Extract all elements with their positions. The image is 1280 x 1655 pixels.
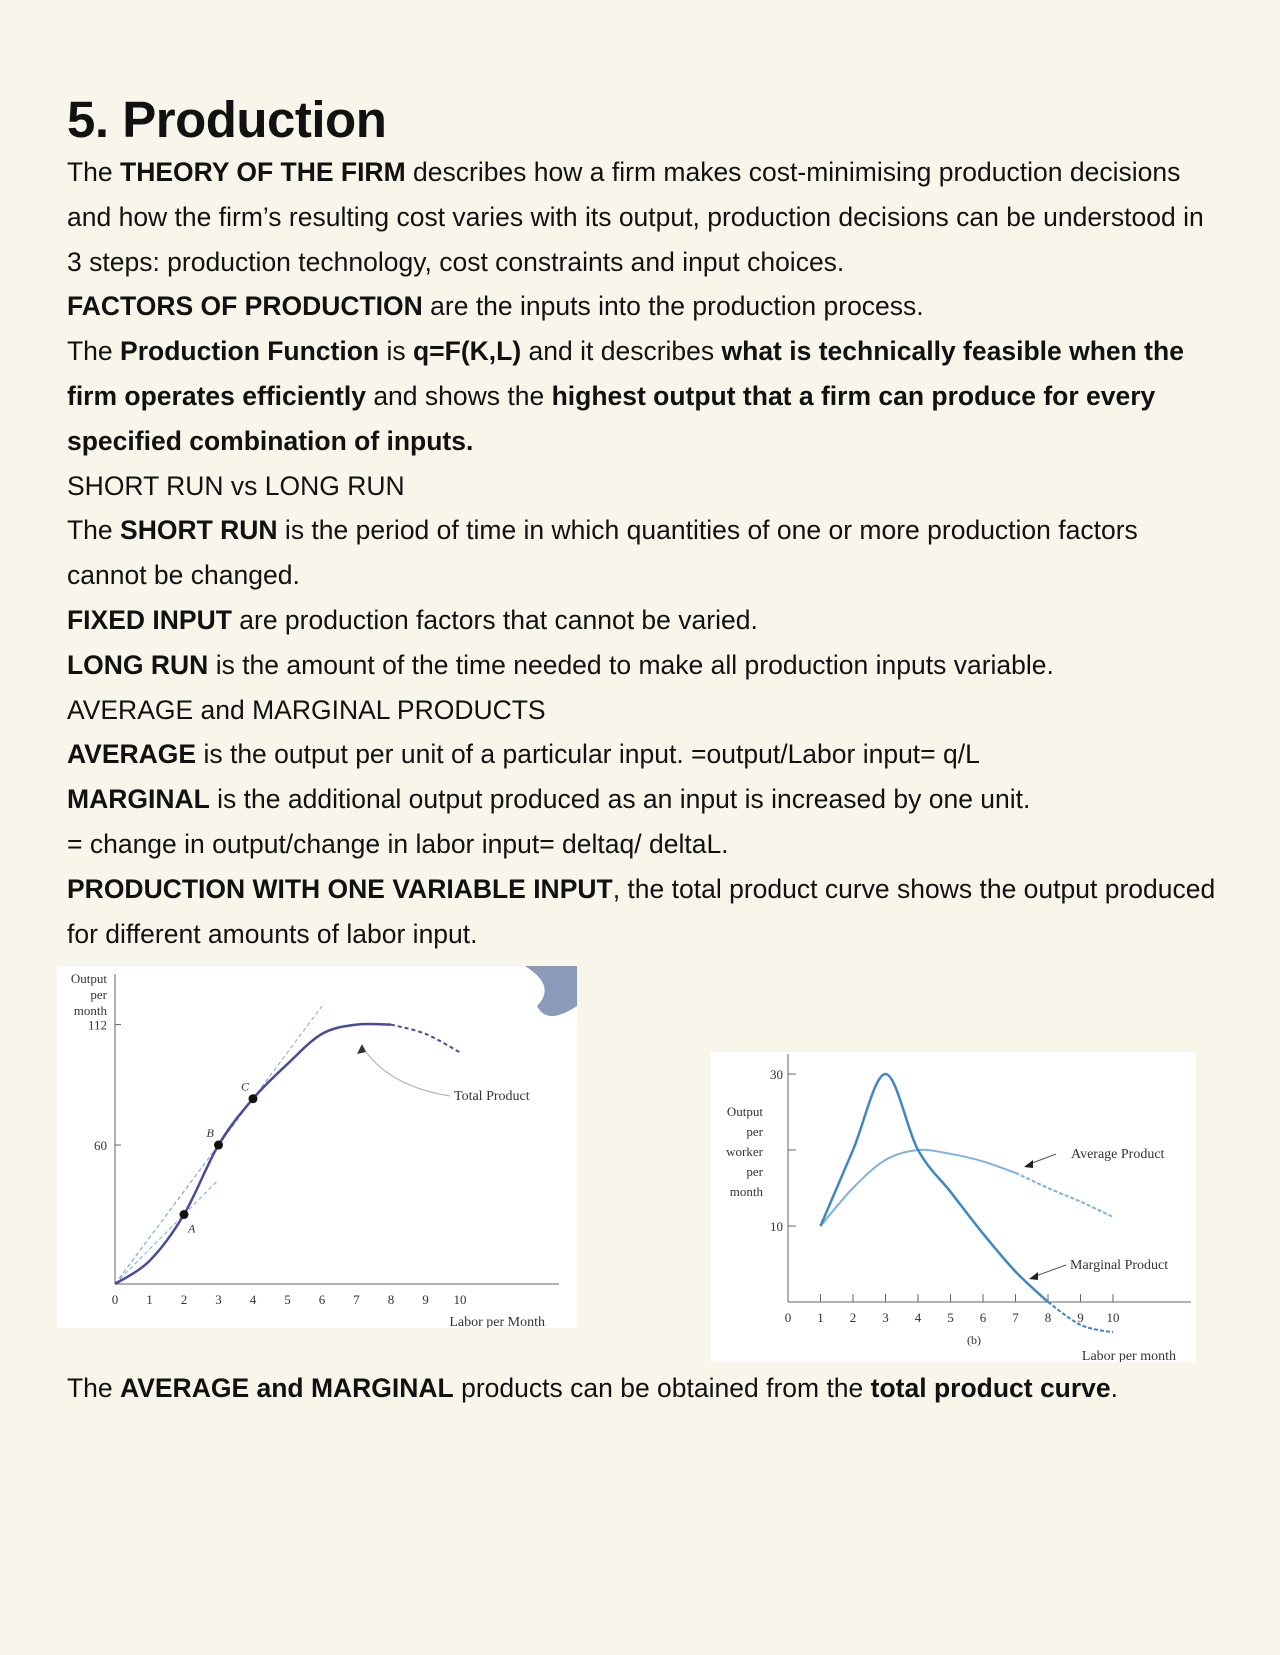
y-axis-label-line: per	[746, 1164, 763, 1179]
point-label-a: A	[188, 1221, 196, 1236]
paragraph-theory-of-firm: The THEORY OF THE FIRM describes how a firm makes cost-minimising production decisions and how the firm’s resulting cost varies with its output, production decisions can be understood in 3 steps: production technology, cost constraints and input choices.	[67, 157, 1204, 277]
average-product-curve	[821, 1150, 1016, 1226]
x-tick-label: 5	[284, 1292, 291, 1307]
decorative-swoosh	[525, 966, 577, 1016]
total-product-chart	[57, 966, 577, 1328]
x-tick-label: 3	[215, 1292, 222, 1307]
average-arrowhead	[1024, 1160, 1033, 1168]
paragraph-average: AVERAGE is the output per unit of a particular input. =output/Labor input= q/L	[67, 739, 980, 770]
x-tick-label: 3	[882, 1310, 889, 1325]
x-tick-label: 1	[146, 1292, 153, 1307]
x-tick-label: 4	[914, 1310, 922, 1325]
x-tick-label: 6	[318, 1292, 326, 1307]
paragraph-marginal: MARGINAL is the additional output produced as an input is increased by one unit.	[67, 784, 1031, 815]
paragraph-marginal-formula: = change in output/change in labor input= deltaq/ deltaL.	[67, 828, 729, 859]
y-axis-label-line: worker	[726, 1144, 763, 1159]
average-marginal-figure	[711, 1052, 1196, 1362]
x-tick-label: 8	[1044, 1310, 1052, 1325]
annotation-arrowhead	[357, 1044, 366, 1054]
y-axis-label-line: per	[746, 1124, 763, 1139]
x-tick-label: 8	[387, 1292, 395, 1307]
total-product-label: Total Product	[454, 1089, 530, 1104]
x-tick-label: 9	[422, 1292, 429, 1307]
marginal-arrowhead	[1029, 1272, 1038, 1280]
y-axis-label-line: month	[73, 1003, 107, 1018]
paragraph-one-variable-input: PRODUCTION WITH ONE VARIABLE INPUT, the total product curve shows the output produced for different amounts of labor input.	[67, 873, 1216, 949]
paragraph-obtained-from-total-product: The AVERAGE and MARGINAL products can be obtained from the total product curve.	[67, 1373, 1119, 1403]
x-tick-label: 1	[817, 1310, 824, 1325]
point-b	[214, 1141, 223, 1150]
heading-short-vs-long-run: SHORT RUN vs LONG RUN	[67, 470, 405, 501]
x-tick-label: 5	[947, 1310, 954, 1325]
paragraph-long-run: LONG RUN is the amount of the time needed to make all production inputs variable.	[67, 649, 1054, 680]
x-tick-label: 6	[979, 1310, 987, 1325]
point-a	[180, 1210, 189, 1219]
document-page	[67, 90, 1217, 956]
y-tick-label: 112	[87, 1017, 107, 1033]
total-product-curve	[115, 1024, 391, 1284]
total-product-curve-dashed	[391, 1025, 460, 1053]
ray-line	[115, 1180, 219, 1284]
marginal-product-label: Marginal Product	[1070, 1258, 1169, 1273]
average-product-label: Average Product	[1071, 1147, 1165, 1162]
page-title: 5. Production	[67, 91, 387, 148]
figure-caption: (b)	[967, 1333, 981, 1347]
average-product-curve-dashed	[1016, 1173, 1114, 1217]
y-axis-label-line: per	[90, 987, 107, 1002]
x-axis-label: Labor per Month	[449, 1315, 545, 1328]
point-label-b: B	[206, 1126, 214, 1141]
x-tick-label: 0	[111, 1292, 119, 1307]
heading-average-marginal: AVERAGE and MARGINAL PRODUCTS	[67, 694, 546, 725]
y-axis-label-line: Output	[70, 971, 107, 986]
paragraph-fixed-input: FIXED INPUT are production factors that cannot be varied.	[67, 604, 758, 635]
x-tick-label: 10	[1106, 1310, 1120, 1325]
y-tick-label: 10	[770, 1219, 783, 1234]
x-tick-label: 9	[1077, 1310, 1084, 1325]
y-tick-label: 30	[770, 1067, 783, 1082]
point-c	[249, 1094, 258, 1103]
total-product-figure	[57, 966, 577, 1328]
paragraph-production-function: The Production Function is q=F(K,L) and it describes what is technically feasible when the firm operates efficiently and shows the highest output that a firm can produce for every specified combination of inputs.	[67, 336, 1184, 456]
x-tick-label: 4	[249, 1292, 257, 1307]
x-axis-label: Labor per month	[1081, 1349, 1176, 1362]
y-axis-label-line: Output	[726, 1104, 763, 1119]
x-tick-label: 7	[1012, 1310, 1019, 1325]
point-label-c: C	[241, 1079, 250, 1094]
paragraph-short-run: The SHORT RUN is the period of time in which quantities of one or more production factors cannot be changed.	[67, 515, 1138, 591]
paragraph-factors-of-production: FACTORS OF PRODUCTION are the inputs into the production process.	[67, 291, 924, 322]
average-marginal-chart	[711, 1052, 1196, 1362]
annotation-leader	[362, 1046, 450, 1096]
y-axis-label-line: month	[729, 1184, 763, 1199]
x-tick-label: 2	[849, 1310, 857, 1325]
y-tick-label: 60	[94, 1138, 107, 1154]
x-tick-label: 10	[453, 1292, 467, 1307]
x-tick-label: 2	[180, 1292, 188, 1307]
marginal-product-curve	[821, 1074, 1049, 1302]
x-tick-label: 0	[784, 1310, 792, 1325]
x-tick-label: 7	[353, 1292, 360, 1307]
